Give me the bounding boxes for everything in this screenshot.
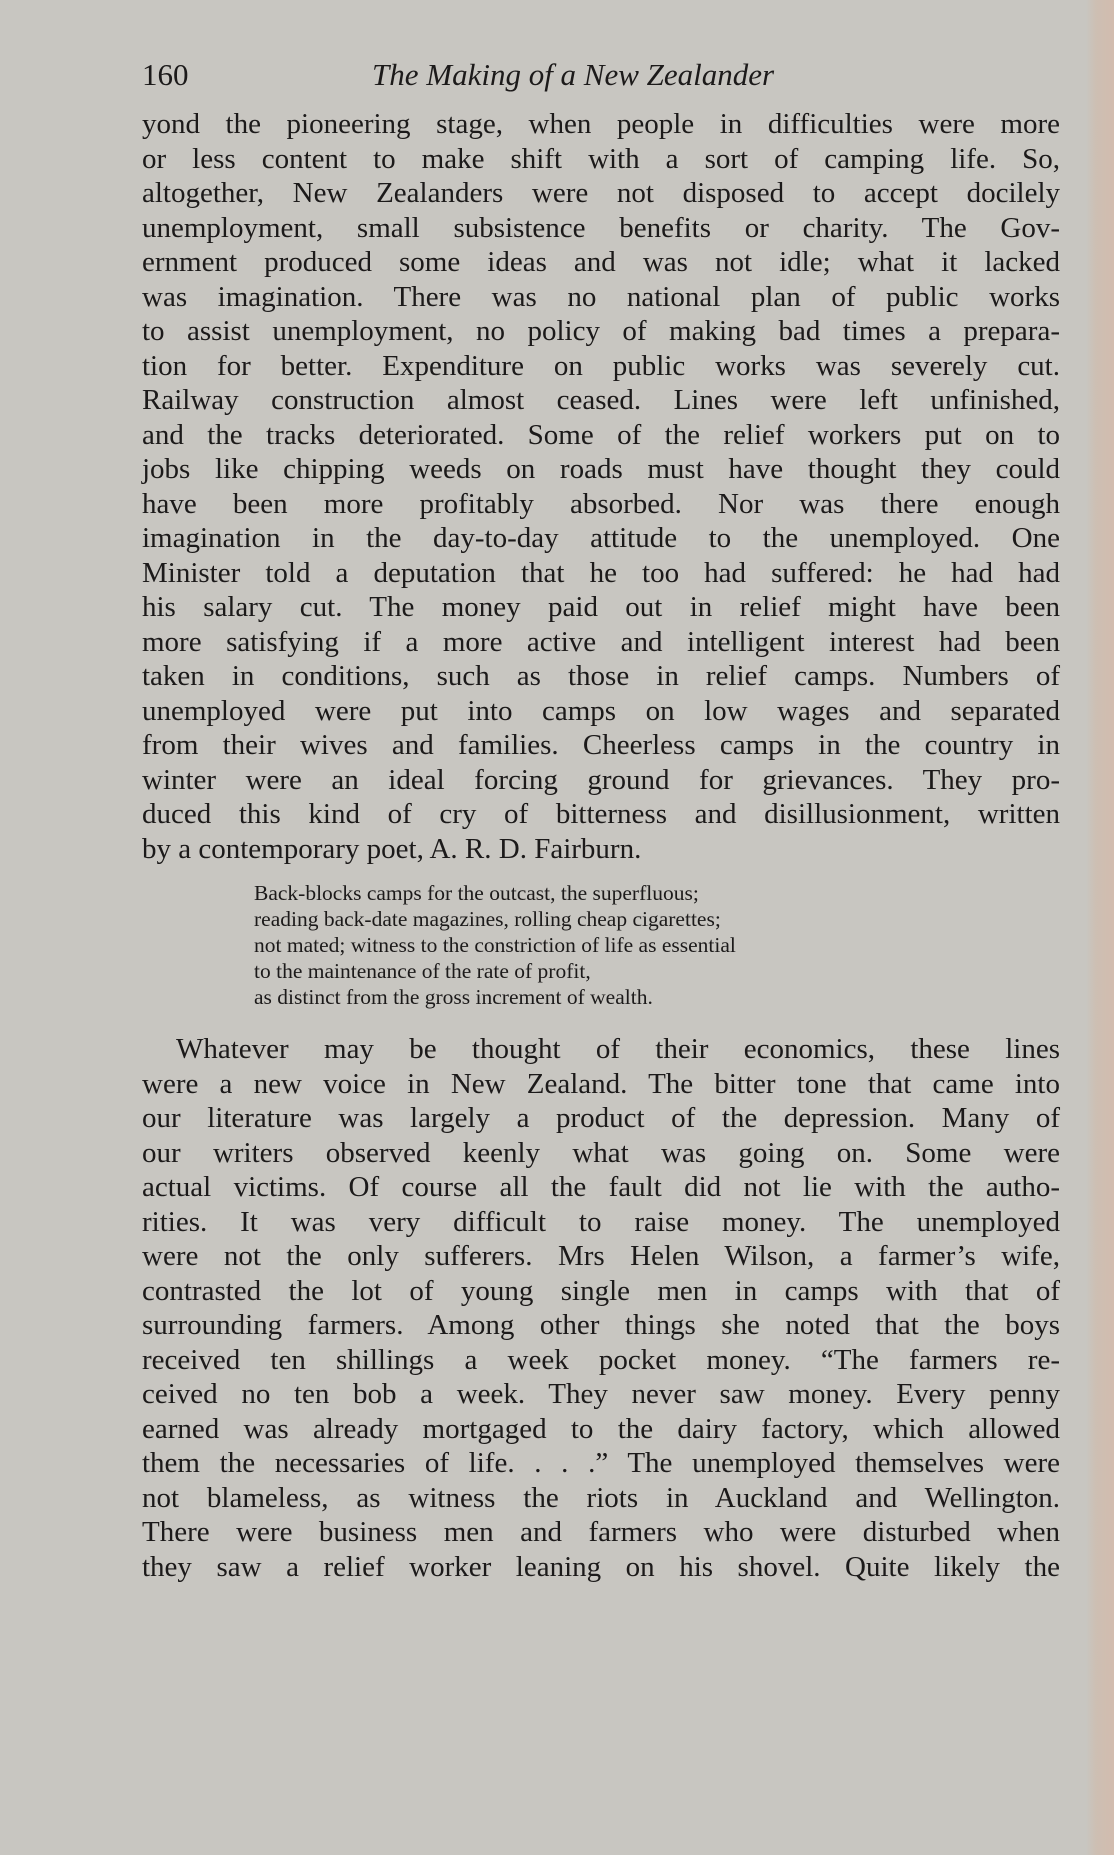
text-line: jobs like chipping weeds on roads must have thought they could (142, 453, 1060, 485)
text-line: imagination in the day-to-day attitude to the unemployed. One (142, 522, 1060, 554)
text-line: Railway construction almost ceased. Lines were left unfinished, (142, 384, 1060, 416)
text-line: unemployment, small subsistence benefits or charity. The Gov- (142, 211, 1060, 244)
poem-quote (254, 880, 954, 1010)
text-line: tion for better. Expenditure on public works was severely cut. (142, 349, 1060, 382)
text-line: by a contemporary poet, A. R. D. Fairburn. (142, 832, 642, 865)
quote-line: reading back-date magazines, rolling cheap cigarettes; (254, 907, 721, 931)
text-line: were not the only sufferers. Mrs Helen Wilson, a farmer’s wife, (142, 1240, 1060, 1272)
text-line: unemployed were put into camps on low wages and separated (142, 694, 1060, 727)
text-line: more satisfying if a more active and intelligent interest had been (142, 625, 1060, 658)
text-block (142, 107, 1060, 1584)
text-line: were a new voice in New Zealand. The bitter tone that came into (142, 1067, 1060, 1100)
paragraph-2 (142, 1032, 1060, 1584)
text-line: have been more profitably absorbed. Nor was there enough (142, 487, 1060, 520)
text-line: to assist unemployment, no policy of making bad times a prepara- (142, 315, 1060, 347)
quote-line: Back-blocks camps for the outcast, the superfluous; (254, 881, 699, 905)
text-line: they saw a relief worker leaning on his shovel. Quite likely the (142, 1550, 1060, 1583)
text-line: his salary cut. The money paid out in relief might have been (142, 591, 1060, 623)
running-title: The Making of a New Zealander (372, 57, 775, 92)
running-head (142, 55, 1060, 95)
paragraph-1 (142, 107, 1060, 866)
text-line: contrasted the lot of young single men in camps with that of (142, 1274, 1060, 1307)
text-line: Whatever may be thought of their economics, these lines (176, 1033, 1060, 1065)
text-line: surrounding farmers. Among other things she noted that the boys (142, 1309, 1060, 1341)
quote-line: not mated; witness to the constriction of life as essential (254, 933, 736, 957)
text-line: them the necessaries of life. . . .” The unemployed themselves were (142, 1447, 1060, 1479)
quote-line: as distinct from the gross increment of wealth. (254, 985, 653, 1009)
text-line: winter were an ideal forcing ground for grievances. They pro- (142, 763, 1060, 796)
text-line: or less content to make shift with a sort of camping life. So, (142, 142, 1060, 175)
text-line: Minister told a deputation that he too had suffered: he had had (142, 556, 1060, 589)
text-line: taken in conditions, such as those in relief camps. Numbers of (142, 660, 1060, 692)
text-line: received ten shillings a week pocket money. “The farmers re- (142, 1343, 1060, 1376)
text-line: our writers observed keenly what was going on. Some were (142, 1136, 1060, 1169)
text-line: yond the pioneering stage, when people in difficulties were more (142, 108, 1060, 140)
text-line: not blameless, as witness the riots in Auckland and Wellington. (142, 1481, 1060, 1514)
text-line: from their wives and families. Cheerless camps in the country in (142, 729, 1060, 761)
text-line: ceived no ten bob a week. They never saw money. Every penny (142, 1378, 1060, 1410)
text-line: was imagination. There was no national plan of public works (142, 280, 1060, 313)
text-line: actual victims. Of course all the fault did not lie with the autho- (142, 1171, 1060, 1203)
text-line: There were business men and farmers who were disturbed when (142, 1516, 1060, 1548)
text-line: duced this kind of cry of bitterness and disillusionment, written (142, 798, 1060, 830)
quote-line: to the maintenance of the rate of profit, (254, 959, 591, 983)
text-line: our literature was largely a product of the depression. Many of (142, 1102, 1060, 1134)
text-line: rities. It was very difficult to raise money. The unemployed (142, 1205, 1060, 1238)
text-line: and the tracks deteriorated. Some of the relief workers put on to (142, 418, 1060, 451)
page-edge (1086, 0, 1114, 1855)
page-number: 160 (142, 57, 189, 92)
text-line: ernment produced some ideas and was not idle; what it lacked (142, 246, 1060, 278)
text-line: altogether, New Zealanders were not disposed to accept docilely (142, 177, 1060, 209)
text-line: earned was already mortgaged to the dairy factory, which allowed (142, 1412, 1060, 1445)
